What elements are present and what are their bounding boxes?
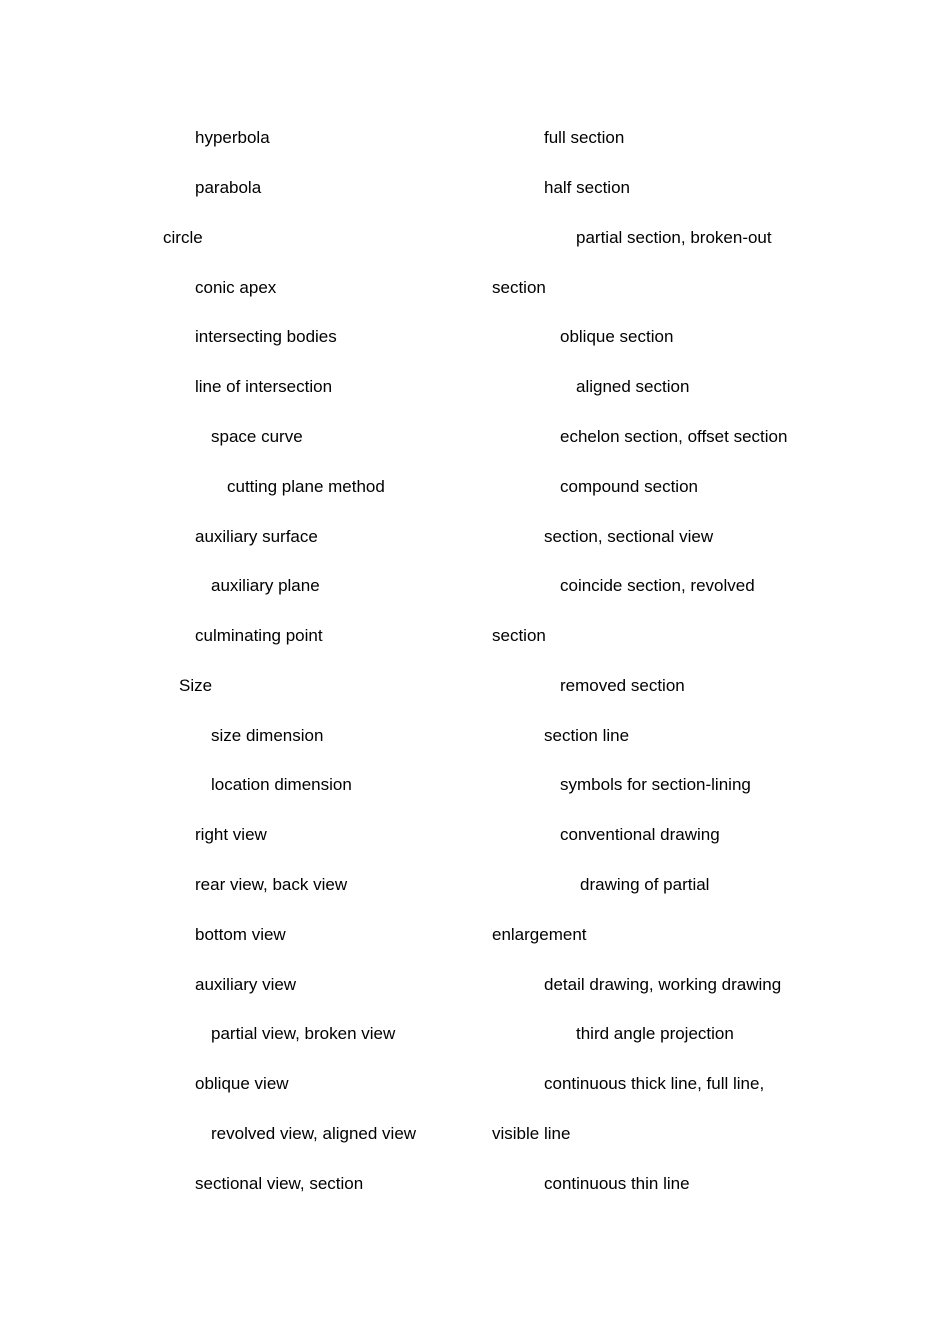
term-item: enlargement — [492, 925, 587, 944]
term-item: continuous thin line — [544, 1174, 690, 1193]
term-item: auxiliary view — [195, 975, 297, 994]
term-item: revolved view, aligned view — [211, 1124, 417, 1143]
term-item: right view — [195, 825, 267, 844]
term-item: cutting plane method — [227, 477, 385, 496]
term-item: sectional view, section — [195, 1174, 364, 1193]
term-item: symbols for section-lining — [560, 775, 751, 794]
term-item: partial view, broken view — [211, 1024, 396, 1043]
term-item: Size — [179, 676, 213, 695]
left-term-column — [0, 0, 470, 1344]
term-item: oblique view — [195, 1074, 289, 1093]
term-item: section — [492, 278, 546, 297]
term-item: conventional drawing — [560, 825, 720, 844]
term-item: partial section, broken-out — [576, 228, 772, 247]
term-item: coincide section, revolved — [560, 576, 755, 595]
term-item: auxiliary plane — [211, 576, 320, 595]
term-item: location dimension — [211, 775, 352, 794]
term-item: compound section — [560, 477, 698, 496]
term-item: culminating point — [195, 626, 323, 645]
term-item: oblique section — [560, 327, 674, 346]
term-item: intersecting bodies — [195, 327, 337, 346]
term-item: detail drawing, working drawing — [544, 975, 782, 994]
term-item: rear view, back view — [195, 875, 348, 894]
term-item: conic apex — [195, 278, 277, 297]
term-item: parabola — [195, 178, 262, 197]
term-item: circle — [163, 228, 203, 247]
term-item: section, sectional view — [544, 527, 714, 546]
term-item: line of intersection — [195, 377, 333, 396]
term-item: echelon section, offset section — [560, 427, 788, 446]
term-item: full section — [544, 128, 625, 147]
term-item: continuous thick line, full line, — [544, 1074, 765, 1093]
term-item: drawing of partial — [580, 875, 710, 894]
term-item: third angle projection — [576, 1024, 734, 1043]
term-item: bottom view — [195, 925, 286, 944]
right-term-column — [480, 0, 950, 1344]
term-item: aligned section — [576, 377, 690, 396]
term-item: visible line — [492, 1124, 571, 1143]
term-item: removed section — [560, 676, 685, 695]
term-item: auxiliary surface — [195, 527, 318, 546]
term-item: space curve — [211, 427, 303, 446]
term-item: size dimension — [211, 726, 324, 745]
term-item: section — [492, 626, 546, 645]
term-item: half section — [544, 178, 630, 197]
term-item: hyperbola — [195, 128, 270, 147]
term-item: section line — [544, 726, 630, 745]
